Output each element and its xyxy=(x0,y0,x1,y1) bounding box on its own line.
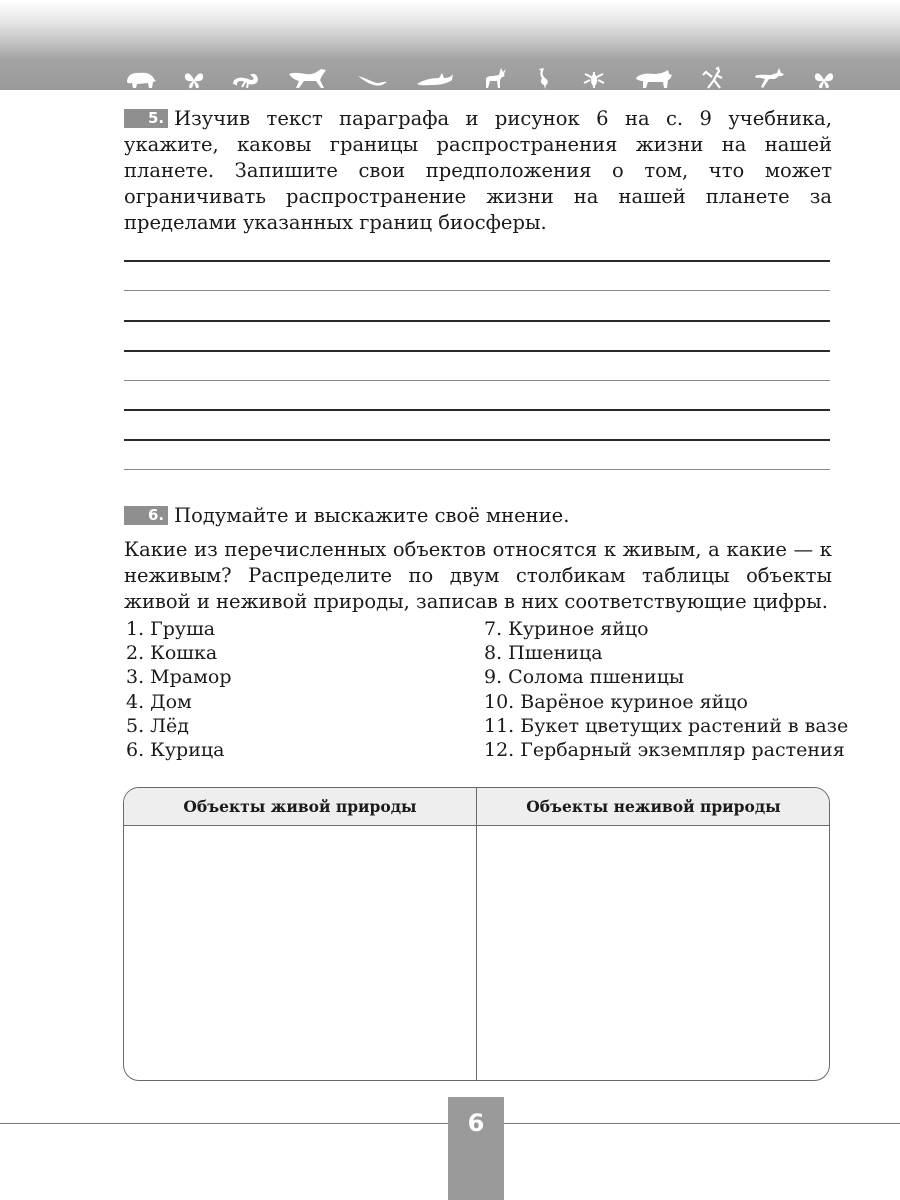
answer-line[interactable] xyxy=(124,469,830,470)
task-6-prompt-block xyxy=(124,503,832,529)
answer-line[interactable] xyxy=(124,350,830,352)
task-5-text-block xyxy=(124,106,832,236)
task-6-prompt: Подумайте и выскажите своё мнение. xyxy=(174,504,570,527)
list-item: 1. Груша xyxy=(126,618,216,640)
list-item: 2. Кошка xyxy=(126,642,218,665)
insect-icon xyxy=(580,68,608,90)
answer-line[interactable] xyxy=(124,409,830,411)
bird-icon xyxy=(356,72,388,90)
items-list-left xyxy=(126,617,232,762)
deer-icon xyxy=(481,66,509,90)
bison-icon xyxy=(125,70,157,90)
living-objects-cell[interactable] xyxy=(124,826,476,1081)
page-number: 6 xyxy=(467,1109,485,1137)
list-item: 7. Куриное яйцо xyxy=(484,618,649,640)
list-item: 10. Варёное куриное яйцо xyxy=(484,690,748,713)
list-item: 4. Дом xyxy=(126,690,192,713)
animal-decoration-strip xyxy=(125,62,835,90)
page-number-tab xyxy=(448,1097,504,1200)
list-item: 5. Лёд xyxy=(126,714,189,737)
task-5-number-badge: 5. xyxy=(124,109,168,128)
answer-line[interactable] xyxy=(124,439,830,441)
column-header-living: Объекты живой природы xyxy=(183,797,417,816)
butterfly-icon xyxy=(813,70,835,90)
column-header-nonliving: Объекты неживой природы xyxy=(526,797,781,816)
answer-line[interactable] xyxy=(124,320,830,322)
task-5-instruction: Изучив текст параграфа и рисунок 6 на с. 9 учебника, укажите, каковы границы распространения жизни на нашей планете. Запишите свои предположения о том, что может ограничивать распространение жизни на нашей планете за пределами указанных границ биосферы. xyxy=(124,107,832,234)
list-item: 12. Гербарный экземпляр растения xyxy=(484,739,845,762)
task-6-number-badge: 6. xyxy=(124,506,168,525)
list-item: 11. Букет цветущих растений в вазе xyxy=(484,714,849,737)
horse-icon xyxy=(286,66,330,90)
heron-icon xyxy=(535,66,553,90)
list-item: 3. Мрамор xyxy=(126,666,232,689)
scorpion-icon xyxy=(232,70,260,90)
page-header-band xyxy=(0,0,900,90)
answer-line[interactable] xyxy=(124,260,830,262)
task-6-question: Какие из перечисленных объектов относятся к живым, а какие — к неживым? Распределите по двум столбикам таблицы объекты живой и неживой природы, записав в них соответствующие цифры. xyxy=(124,538,832,613)
dolphin-icon xyxy=(415,70,455,90)
list-item: 6. Курица xyxy=(126,739,225,762)
butterfly-icon xyxy=(183,70,205,90)
mantis-icon xyxy=(700,66,726,90)
bull-icon xyxy=(634,68,674,90)
list-item: 8. Пшеница xyxy=(484,642,603,665)
classification-table xyxy=(123,787,830,1081)
answer-line[interactable] xyxy=(124,290,830,291)
antelope-icon xyxy=(753,66,787,90)
answer-line[interactable] xyxy=(124,380,830,381)
list-item: 9. Солома пшеницы xyxy=(484,666,685,689)
items-list-right xyxy=(484,617,848,762)
nonliving-objects-cell[interactable] xyxy=(477,826,829,1081)
